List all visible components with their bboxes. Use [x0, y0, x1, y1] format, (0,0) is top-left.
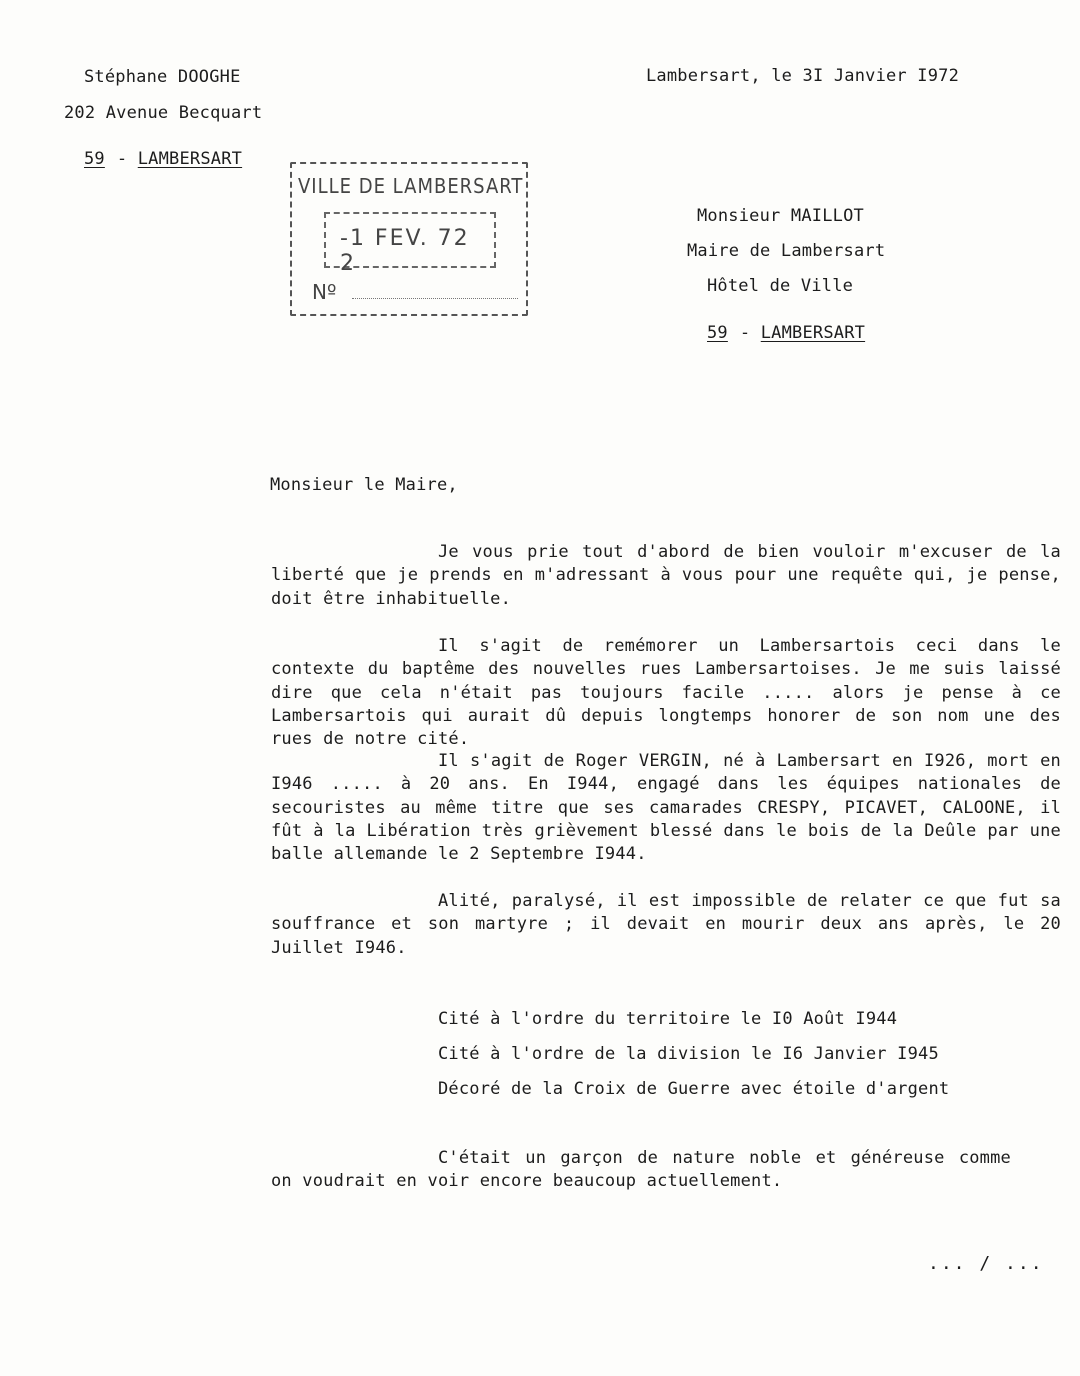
paragraph-text: Il s'agit de remémorer un Lambersartois ceci dans le contexte du baptême des nouvelles rues Lambersartoises. Je me suis laissé dire que cela n'était pas toujours facile ..... alors je pense à ce Lambersartois qui aurait dû depuis longtemps honorer de son nom une des rues de notre cité.: [271, 636, 1061, 750]
citation-item: Décoré de la Croix de Guerre avec étoile d'argent: [438, 1079, 950, 1099]
sender-dept: 59: [84, 149, 105, 169]
recipient-title: Maire de Lambersart: [687, 241, 886, 261]
citation-item: Cité à l'ordre de la division le I6 Janvier I945: [438, 1044, 939, 1064]
recipient-building: Hôtel de Ville: [707, 276, 854, 296]
letter-date: Lambersart, le 3I Janvier I972: [646, 66, 960, 86]
recipient-name: Monsieur MAILLOT: [697, 206, 864, 226]
sender-street: 202 Avenue Becquart: [64, 103, 263, 123]
recipient-dash: -: [739, 323, 751, 343]
sender-dash: -: [116, 149, 128, 169]
paragraph-text: Il s'agit de Roger VERGIN, né à Lambersart en I926, mort en I946 ..... à 20 ans. En I944, engagé dans les équipes nationales de secouristes au même titre que ses camarades CRESPY, PICAVET, CALOONE, il fût à la Libération très grièvement blessé dans le bois de la Deûle par une balle allemande le 2 Septembre I944.: [271, 751, 1061, 865]
greeting: Monsieur le Maire,: [270, 475, 458, 495]
paragraph-suffering: [271, 890, 1061, 960]
sender-city-line: [84, 148, 242, 171]
stamp-date: -1 FEV. 72 2: [340, 226, 470, 276]
paragraph-text: C'était un garçon de nature noble et généreuse comme on voudrait en voir encore beaucoup actuellement.: [271, 1148, 1011, 1192]
paragraph-closing: [271, 1147, 1011, 1194]
reception-stamp: [290, 162, 528, 316]
recipient-city-line: [707, 322, 865, 345]
stamp-number-label: Nº: [312, 280, 337, 304]
stamp-number-line: [352, 298, 518, 299]
paragraph-text: Alité, paralysé, il est impossible de relater ce que fut sa souffrance et son martyre ; il devait en mourir deux ans après, le 20 Juillet I946.: [271, 891, 1061, 958]
recipient-dept: 59: [707, 323, 728, 343]
paragraph-apology: [271, 541, 1061, 611]
paragraph-context: [271, 635, 1061, 751]
sender-name: Stéphane DOOGHE: [84, 67, 241, 87]
paragraph-biography: [271, 750, 1061, 866]
continuation-mark: ... / ...: [928, 1253, 1044, 1274]
recipient-city: LAMBERSART: [760, 323, 866, 343]
stamp-date-box: [324, 212, 496, 276]
citation-item: Cité à l'ordre du territoire le I0 Août I944: [438, 1009, 898, 1029]
stamp-header: VILLE DE LAMBERSART: [298, 174, 524, 198]
paragraph-text: Je vous prie tout d'abord de bien vouloir m'excuser de la liberté que je prends en m'adressant à vous pour une requête qui, je pense, doit être inhabituelle.: [271, 542, 1061, 609]
sender-city: LAMBERSART: [137, 149, 243, 169]
